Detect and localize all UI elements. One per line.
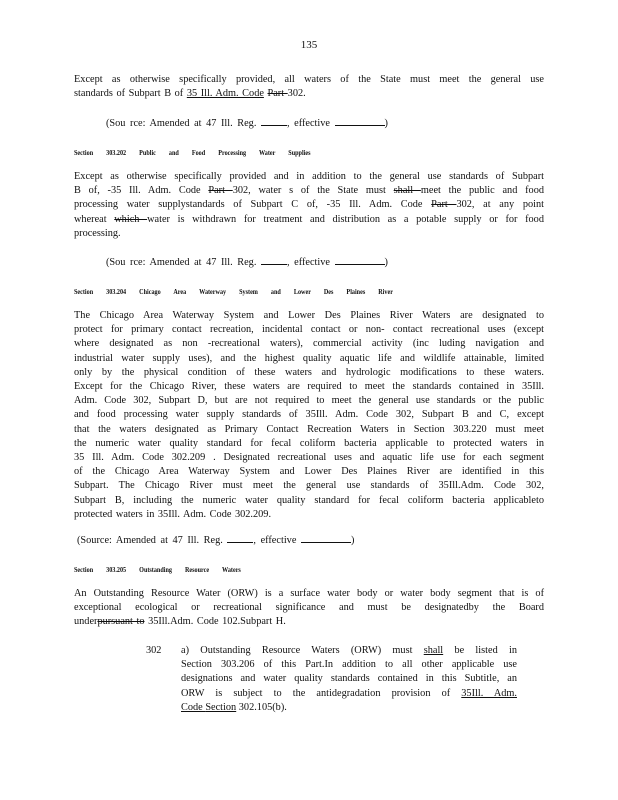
text-line [181, 672, 517, 686]
section-heading-303-202: Section 303.202 Public and Food Processing Water Supplies [74, 148, 311, 157]
text-run: standards of Subpart B of [74, 88, 187, 100]
text-line [74, 366, 544, 380]
text-run: ORW is subject to the antidegradation provision of [181, 687, 462, 699]
text-line [74, 494, 544, 508]
text-run: and food processing water supply standards of 35Ill. Adm. Code 302, Subpart B and C, except [74, 409, 544, 421]
text-run: B of, -35 Ill. Adm. Code [74, 185, 209, 197]
inserted-text: 35 Ill. Adm. Code [186, 88, 264, 100]
source-note-2: (Sou rce: Amended at 47 Ill. Reg. , effective ) [106, 257, 388, 268]
text-run: 302.105(b). [236, 701, 287, 713]
source-note-3: (Source: Amended at 47 Ill. Reg. , effective ) [77, 535, 355, 546]
text-line [74, 394, 544, 408]
text-run: 302, at any point [456, 199, 544, 211]
text-line [74, 601, 544, 615]
deleted-text: which [114, 213, 148, 225]
paragraph-general-use [74, 73, 544, 101]
text-line [74, 227, 544, 241]
text-run: The Chicago Area Waterway System and Lower Des Plaines River Waters are designated to [74, 310, 544, 321]
text-run: whereat [74, 213, 115, 225]
text-run: that the waters designated as Primary Contact Recreation Waters in Section 303.220 must meet [74, 423, 544, 435]
text-run: 302, water s of the State must [232, 185, 394, 197]
paragraph-orw-definition [74, 587, 544, 630]
subsection-orw-listing [181, 644, 517, 715]
text-run: where designated as non -recreational waters), commercial activity (inc luding navigation and [74, 338, 544, 350]
inserted-text: Code [181, 701, 206, 713]
text-line [74, 184, 544, 198]
text-run: a) Outstanding Resource Waters (ORW) must [181, 645, 424, 656]
text-line [181, 687, 517, 701]
paragraph-public-food-supplies [74, 170, 544, 241]
inserted-text: shall [423, 645, 444, 656]
text-run [443, 645, 454, 656]
deleted-text: pursuant to [97, 616, 145, 628]
text-run: protect for primary contact recreation, incidental contact or non- contact recreational uses (except [74, 324, 544, 336]
page-number: 135 [300, 39, 318, 51]
text-line [74, 451, 544, 465]
text-run: 35 Ill. Adm. Code 302.209 . Designated recreational uses and aquatic life use for each segment [74, 452, 544, 464]
text-line [74, 587, 544, 601]
text-run: Section 303.206 of this Part.In addition to all other applicable use [181, 659, 517, 671]
text-line [74, 87, 544, 101]
deleted-text: shall [393, 185, 421, 197]
text-line [74, 198, 544, 212]
text-run: Adm. Code 302, Subpart D, but are not required to meet the general use standards or the public [74, 395, 544, 407]
text-line [181, 644, 517, 658]
text-run: the numeric water quality standard for fecal coliform bacteria applicable to protected waters in [74, 437, 544, 449]
text-line [74, 309, 544, 323]
text-run: exceptional ecological or recreational significance and must be designatedby the Board [74, 602, 544, 614]
text-run: Subpart B, including the numeric water quality standard for fecal coliform bacteria applicableto [74, 494, 544, 506]
text-run: 35Ill.Adm. Code 102.Subpart H. [144, 616, 286, 628]
deleted-text: Part [208, 185, 233, 197]
text-line [74, 337, 544, 351]
text-run: processing. [74, 227, 121, 239]
source-note-1: (Sou rce: Amended at 47 Ill. Reg. , effective ) [106, 118, 388, 129]
text-run: be listed in [454, 645, 518, 656]
text-line [74, 73, 544, 87]
paragraph-chicago-waterway [74, 309, 544, 522]
text-run: 302. [287, 88, 306, 100]
text-run: processing water supplystandards of Subpart C of, -35 Ill. Adm. Code [74, 199, 432, 211]
text-line [74, 170, 544, 184]
section-heading-303-204: Section 303.204 Chicago Area Waterway System and Lower Des Plaines River [74, 287, 393, 296]
text-run: An Outstanding Resource Water (ORW) is a surface water body or water body segment that is of [74, 588, 544, 599]
text-line [181, 658, 517, 672]
section-heading-303-205: Section 303.205 Outstanding Resource Waters [74, 565, 241, 574]
text-line [74, 423, 544, 437]
deleted-text: Part [431, 199, 457, 211]
text-run: Subpart. The Chicago River must meet the general use standards of 35Ill.Adm. Code 302, [74, 480, 544, 492]
text-line [74, 408, 544, 422]
text-run: of the Chicago Area Waterway System and Lower Des Plaines River are identified in this [74, 466, 544, 478]
text-run: meet the public and food [420, 185, 544, 197]
text-run: industrial water supply uses), and the highest quality aquatic life and wildlife attainable, limited [74, 352, 544, 364]
text-line [74, 323, 544, 337]
text-run: only by the physical condition of these waters and hydrologic modifications to these waters. [74, 366, 544, 378]
text-run: under [74, 616, 98, 628]
deleted-text: Part [267, 88, 288, 100]
subsection-number: 302 [146, 645, 162, 656]
text-run: water is withdrawn for treatment and distribution as a potable supply or for food [147, 213, 544, 225]
text-run: Except as otherwise specifically provided and in addition to the general use standards of Subpart [74, 171, 544, 182]
text-run: Except as otherwise specifically provided, all waters of the State must meet the general use [74, 74, 544, 85]
inserted-text: 35Ill. Adm. [461, 687, 517, 699]
inserted-text: Section [205, 701, 237, 713]
text-line [74, 479, 544, 493]
text-line [74, 352, 544, 366]
text-line [74, 380, 544, 394]
text-line [74, 508, 544, 522]
text-line [74, 615, 544, 629]
text-line [74, 213, 544, 227]
text-run: protected waters in 35Ill. Adm. Code 302.209. [74, 508, 272, 520]
text-line [74, 465, 544, 479]
text-line [181, 701, 517, 715]
text-run: designations and water quality standards contained in this Subtitle, an [181, 673, 517, 685]
text-run: Except for the Chicago River, these waters are required to meet the standards contained in 35Ill. [74, 381, 544, 393]
text-line [74, 437, 544, 451]
